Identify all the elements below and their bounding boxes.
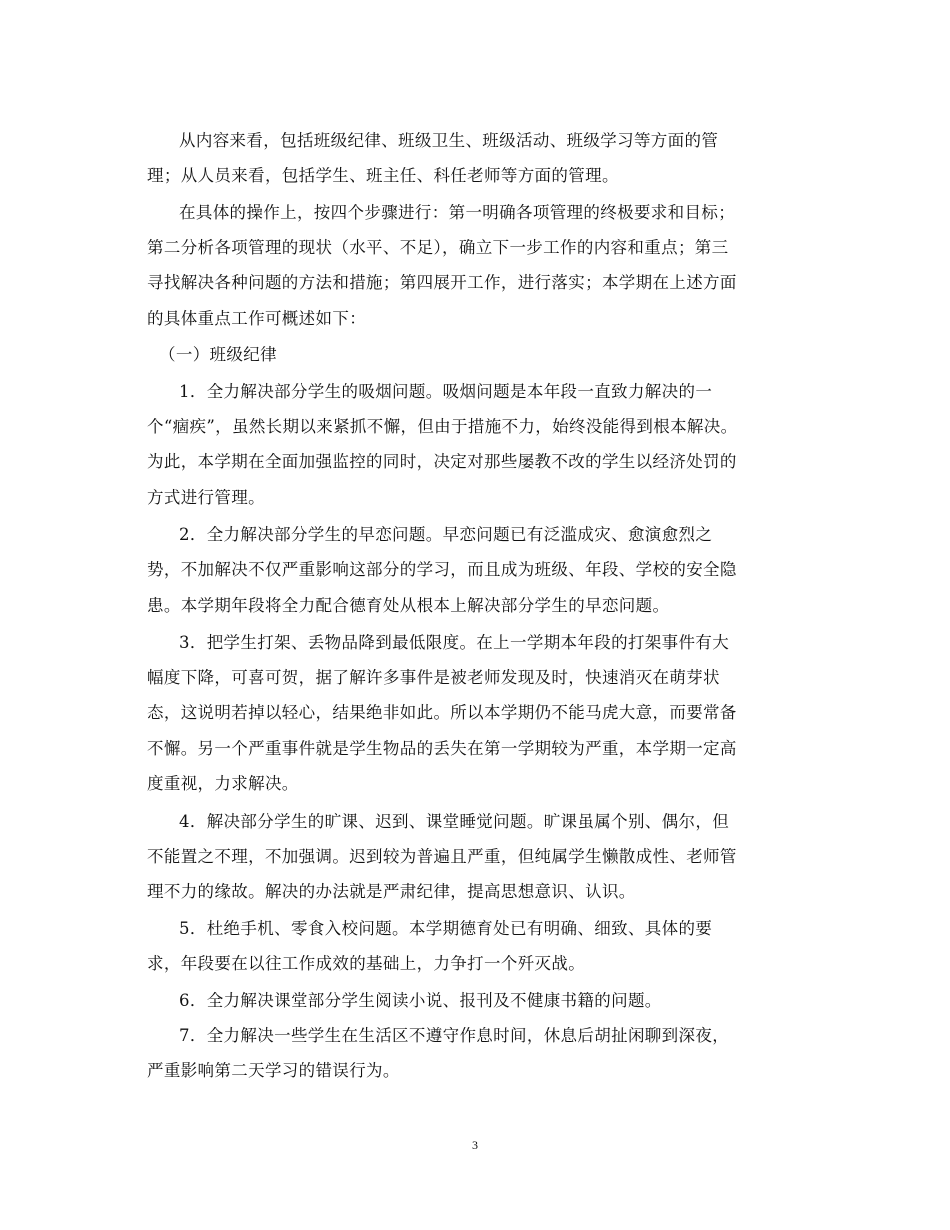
text-line: 第二分析各项管理的现状（水平、不足），确立下一步工作的内容和重点；第三 <box>147 238 729 257</box>
text-line: 幅度下降，可喜可贺，据了解许多事件是被老师发现及时，快速消灭在萌芽状 <box>147 668 720 687</box>
text-line: 严重影响第二天学习的错误行为。 <box>147 1061 400 1080</box>
text-line: 6．全力解决课堂部分学生阅读小说、报刊及不健康书籍的问题。 <box>179 991 662 1010</box>
text-line: 4．解决部分学生的旷课、迟到、课堂睡觉问题。旷课虽属个别、偶尔，但 <box>179 812 730 831</box>
text-line: 态，这说明若掉以轻心，结果绝非如此。所以本学期仍不能马虎大意，而要常备 <box>147 703 737 722</box>
text-line: 从内容来看，包括班级纪律、班级卫生、班级活动、班级学习等方面的管 <box>179 131 719 150</box>
text-line: 的具体重点工作可概述如下： <box>147 309 367 328</box>
text-line: 理不力的缘故。解决的办法就是严肃纪律，提高思想意识、认识。 <box>147 882 636 901</box>
text-line: 个“痼疾”，虽然长期以来紧抓不懈，但由于措施不力，始终没能得到根本解决。 <box>147 417 738 436</box>
page-number: 3 <box>472 1138 478 1152</box>
text-line: 患。本学期年段将全力配合德育处从根本上解决部分学生的早恋问题。 <box>147 596 670 615</box>
text-line: 5．杜绝手机、零食入校问题。本学期德育处已有明确、细致、具体的要 <box>179 919 713 938</box>
text-line: 不懈。另一个严重事件就是学生物品的丢失在第一学期较为严重，本学期一定高 <box>147 739 737 758</box>
text-line: 在具体的操作上，按四个步骤进行：第一明确各项管理的终极要求和目标； <box>179 203 736 222</box>
text-line: 1．全力解决部分学生的吸烟问题。吸烟问题是本年段一直致力解决的一 <box>179 382 713 401</box>
text-line: 方式进行管理。 <box>147 488 265 507</box>
text-line: 3．把学生打架、丢物品降到最低限度。在上一学期本年段的打架事件有大 <box>179 633 730 652</box>
text-line: 为此，本学期在全面加强监控的同时，决定对那些屡教不改的学生以经济处罚的 <box>147 452 737 471</box>
text-line: 不能置之不理，不加强调。迟到较为普遍且严重，但纯属学生懒散成性、老师管 <box>147 847 737 866</box>
text-line: 2．全力解决部分学生的早恋问题。早恋问题已有泛滥成灾、愈演愈烈之 <box>179 525 713 544</box>
section-heading: （一）班级纪律 <box>159 345 277 364</box>
text-line: 势，不加解决不仅严重影响这部分的学习，而且成为班级、年段、学校的安全隐 <box>147 560 737 579</box>
text-line: 理；从人员来看，包括学生、班主任、科任老师等方面的管理。 <box>147 166 619 185</box>
text-line: 度重视，力求解决。 <box>147 774 299 793</box>
text-line: 寻找解决各种问题的方法和措施；第四展开工作，进行落实；本学期在上述方面 <box>147 273 737 292</box>
text-line: 7．全力解决一些学生在生活区不遵守作息时间，休息后胡扯闲聊到深夜， <box>179 1026 730 1045</box>
text-line: 求，年段要在以往工作成效的基础上，力争打一个歼灭战。 <box>147 954 586 973</box>
